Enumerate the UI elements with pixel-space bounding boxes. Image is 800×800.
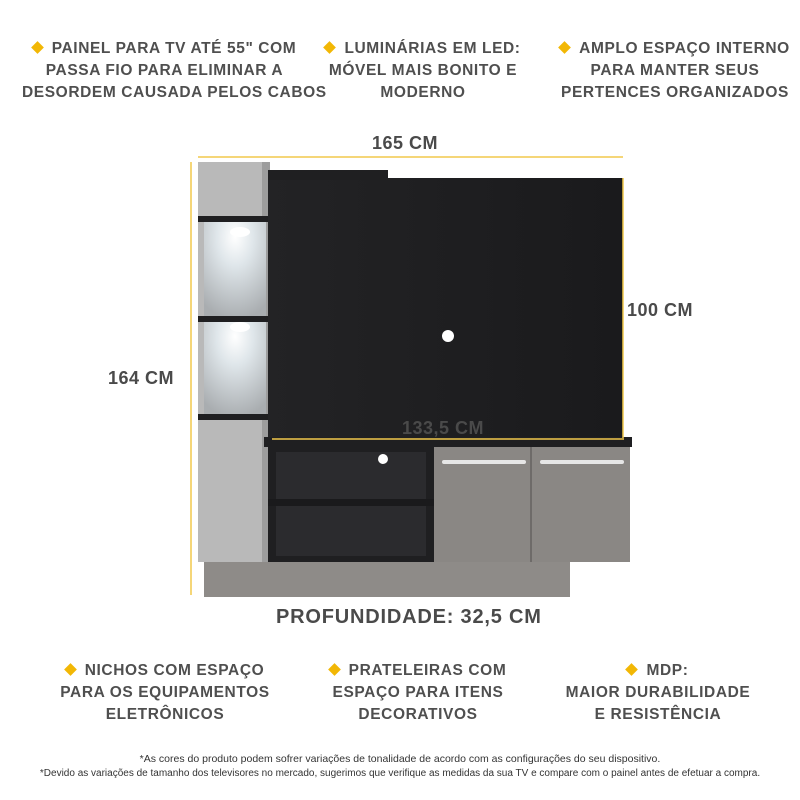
cabinet-cable-hole (378, 454, 388, 464)
niche-inner-upper (276, 452, 426, 499)
feature-line: PARA OS EQUIPAMENTOS (60, 684, 270, 701)
feature-line: MODERNO (380, 84, 466, 101)
feature-shelves (318, 660, 518, 726)
tv-panel-top-shelf (268, 170, 388, 180)
door-handle-right (540, 460, 624, 464)
dimension-height-label: 164 CM (108, 368, 175, 388)
feature-line: DESORDEM CAUSADA PELOS CABOS (22, 84, 327, 101)
cable-pass-hole (442, 330, 454, 342)
niche-inner-lower (276, 506, 426, 556)
feature-line: PAINEL PARA TV ATÉ 55" COM (51, 40, 297, 57)
feature-line: MÓVEL MAIS BONITO E (328, 62, 518, 79)
depth-label: PROFUNDIDADE: 32,5 CM (276, 606, 542, 628)
diamond-bullet-icon (64, 663, 77, 676)
footnote-colors: *As cores do produto podem sofrer variações de tonalidade de acordo com as configurações do seu dispositivo. (139, 753, 661, 765)
base-plinth (204, 560, 570, 597)
feature-line: PRATELEIRAS COM (348, 662, 507, 679)
diamond-bullet-icon (626, 663, 639, 676)
led-niche-upper (204, 222, 266, 320)
tower-shelf (198, 414, 270, 420)
feature-line: DECORATIVOS (358, 706, 478, 723)
tv-panel (268, 178, 623, 440)
feature-line: PERTENCES ORGANIZADOS (561, 84, 789, 101)
tower-shelf (198, 316, 270, 322)
feature-line: ESPAÇO PARA ITENS (332, 684, 504, 701)
feature-line: AMPLO ESPAÇO INTERNO (579, 40, 790, 57)
door-gap (530, 447, 532, 562)
led-light-upper (230, 227, 250, 237)
led-light-lower (230, 322, 250, 332)
cabinet-door-right (532, 447, 630, 562)
feature-mdp (558, 660, 758, 726)
dimension-width-label: 165 CM (372, 133, 439, 153)
feature-line: NICHOS COM ESPAÇO (84, 662, 265, 679)
footnote-tv-size: *Devido as variações de tamanho dos televisores no mercado, sugerimos que verifique as medidas da sua TV e compare com o painel antes de efetuar a compra. (39, 768, 761, 779)
feature-line: LUMINÁRIAS EM LED: (344, 40, 521, 57)
cabinet-door-left (434, 447, 530, 562)
feature-line: ELETRÔNICOS (105, 706, 225, 723)
feature-line: MDP: (646, 662, 689, 679)
feature-line: PASSA FIO PARA ELIMINAR A (45, 62, 284, 79)
feature-line: MAIOR DURABILIDADE (565, 684, 751, 701)
feature-line: E RESISTÊNCIA (594, 706, 722, 723)
feature-line: PARA MANTER SEUS (590, 62, 760, 79)
tower-shelf (198, 216, 270, 222)
dimension-panel-width-label: 133,5 CM (402, 418, 485, 438)
niche-divider (268, 499, 434, 506)
dimension-panel-height-label: 100 CM (627, 300, 694, 320)
diamond-bullet-icon (328, 663, 341, 676)
led-niche-lower (204, 322, 266, 418)
door-handle-left (442, 460, 526, 464)
feature-niches (55, 660, 275, 726)
